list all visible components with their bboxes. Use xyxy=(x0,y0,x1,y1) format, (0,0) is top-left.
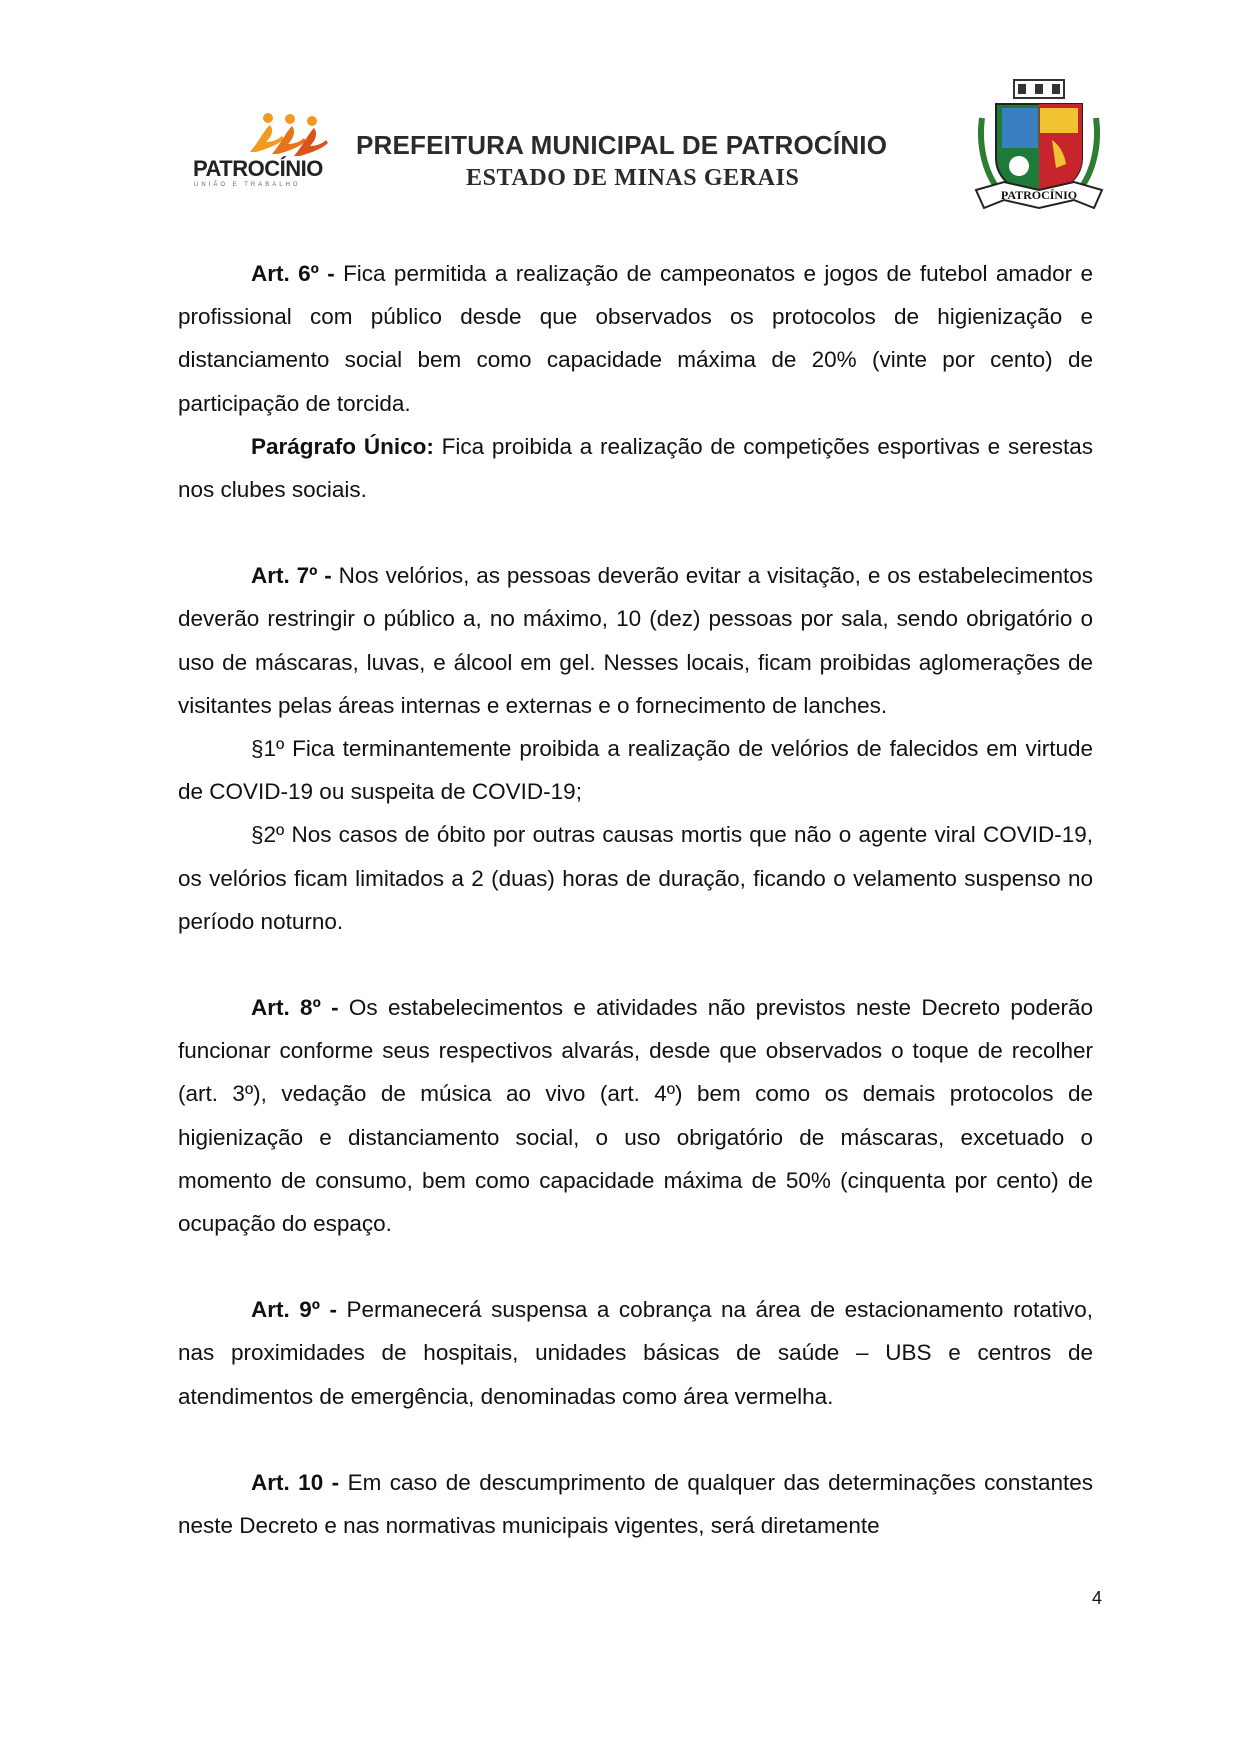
article-9-label: Art. 9º - xyxy=(251,1297,337,1323)
article-8-text: Os estabelecimentos e atividades não previstos neste Decreto poderão funcionar conforme seus respectivos alvarás, desde que observados o toque de recolher (art. 3º), vedação de música ao vivo (art. 4º) bem como os demais protocolos de higienização e distanciamento social, o uso obrigatório de máscaras, excetuado o momento de consumo, bem como capacidade máxima de 50% (cinquenta por cento) de ocupação do espaço. xyxy=(178,995,1093,1237)
coat-of-arms xyxy=(974,78,1104,216)
logo-tagline: UNIÃO E TRABALHO xyxy=(194,182,301,188)
article-10 xyxy=(178,1461,1093,1547)
crest-ribbon-text: PATROCÍNIO xyxy=(1000,188,1078,202)
page-subtitle: ESTADO DE MINAS GERAIS xyxy=(466,165,800,191)
article-7-text: Nos velórios, as pessoas deverão evitar a visitação, e os estabelecimentos deverão restringir o público a, no máximo, 10 (dez) pessoas por sala, sendo obrigatório o uso de máscaras, luvas, e álcool em gel. Nesses locais, ficam proibidas aglomerações de visitantes pelas áreas internas e externas e o fornecimento de lanches. xyxy=(178,563,1093,718)
article-9 xyxy=(178,1288,1093,1418)
article-6-text: Fica permitida a realização de campeonatos e jogos de futebol amador e profissional com público desde que observados os protocolos de higienização e distanciamento social bem como capacidade máxima de 20% (vinte por cento) de participação de torcida. xyxy=(178,261,1093,416)
document-header xyxy=(0,0,1241,225)
article-7-paragraph-1: §1º Fica terminantemente proibida a realização de velórios de falecidos em virtude de COVID-19 ou suspeita de COVID-19; xyxy=(178,736,1093,805)
article-10-label: Art. 10 - xyxy=(251,1469,340,1495)
article-7-paragraph-2: §2º Nos casos de óbito por outras causas mortis que não o agente viral COVID-19, os velórios ficam limitados a 2 (duas) horas de duração, ficando o velamento suspenso no período noturno. xyxy=(178,822,1093,934)
page-number: 4 xyxy=(1092,1588,1103,1608)
article-8-label: Art. 8º - xyxy=(251,995,339,1021)
document-body xyxy=(178,252,1093,1547)
running-figures-icon xyxy=(190,112,335,162)
article-6-paragrafo-unico xyxy=(178,425,1093,511)
logo-text: PATROCÍNIO xyxy=(193,156,323,181)
paragrafo-unico-text: Fica proibida a realização de competições esportivas e serestas nos clubes sociais. xyxy=(178,433,1093,503)
prefeitura-logo xyxy=(190,112,335,198)
crest-icon xyxy=(974,78,1104,216)
page-title: PREFEITURA MUNICIPAL DE PATROCÍNIO xyxy=(356,130,888,160)
article-7-label: Art. 7º - xyxy=(251,563,332,589)
article-7 xyxy=(178,554,1093,727)
article-6-label: Art. 6º - xyxy=(251,261,335,286)
paragrafo-unico-label: Parágrafo Único: xyxy=(251,433,434,459)
article-10-text: Em caso de descumprimento de qualquer das determinações constantes neste Decreto e nas normativas municipais vigentes, será diretamente xyxy=(178,1469,1093,1539)
article-9-text: Permanecerá suspensa a cobrança na área de estacionamento rotativo, nas proximidades de hospitais, unidades básicas de saúde – UBS e centros de atendimentos de emergência, denominadas como área vermelha. xyxy=(178,1297,1093,1409)
article-6 xyxy=(178,252,1093,425)
article-8 xyxy=(178,986,1093,1245)
